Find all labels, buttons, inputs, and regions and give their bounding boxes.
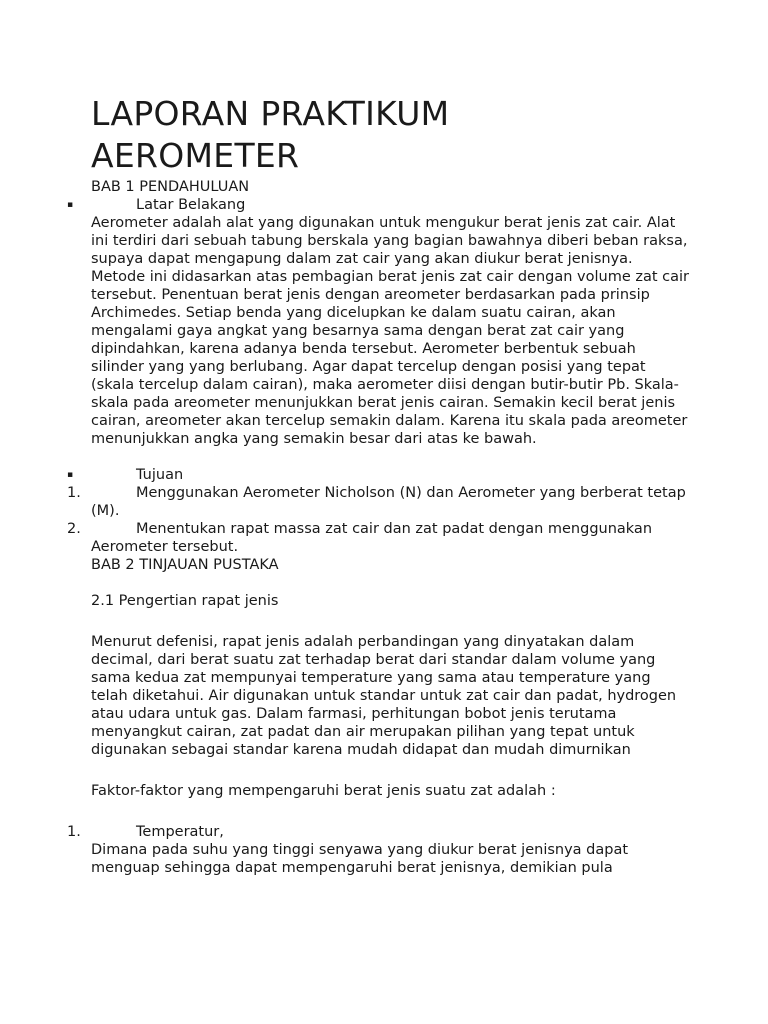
bab1-heading: BAB 1 PENDAHULUAN bbox=[91, 179, 250, 195]
tujuan-item-2 bbox=[67, 520, 691, 556]
latar-belakang-paragraph: Aerometer adalah alat yang digunakan untuk mengukur berat jenis zat cair. Alat ini terdiri dari sebuah tabung berskala yang bagian bawahnya diberi beban raksa, supaya dapat mengapung dalam zat cair yang akan diukur berat jenisnya. Metode ini didasarkan atas pembagian berat jenis zat cair dengan volume zat cair tersebut. Penentuan berat jenis dengan areometer berdasarkan pada prinsip Archimedes. Setiap benda yang dicelupkan ke dalam suatu cairan, akan mengalami gaya angkat yang besarnya sama dengan berat zat cair yang dipindahkan, karena adanya benda tersebut. Aerometer berbentuk sebuah silinder yang yang berlubang. Agar dapat tercelup dengan posisi yang tepat (skala tercelup dalam cairan), maka aerometer diisi dengan butir-butir Pb. Skala-skala pada areometer menunjukkan berat jenis cairan. Semakin kecil berat jenis cairan, areometer akan tercelup semakin dalam. Karena itu skala pada areometer menunjukkan angka yang semakin besar dari atas ke bawah. bbox=[91, 215, 690, 447]
bullet-tujuan bbox=[67, 466, 691, 484]
bullet-latar-belakang bbox=[67, 196, 691, 214]
list-number: 2. bbox=[67, 521, 81, 537]
title-line-1: LAPORAN PRAKTIKUM bbox=[91, 94, 450, 133]
bullet-label: Tujuan bbox=[136, 467, 184, 483]
list-item-text: Menggunakan Aerometer Nicholson (N) dan Aerometer yang berberat tetap (M). bbox=[91, 485, 686, 519]
document-title bbox=[91, 93, 691, 177]
title-line-2: AEROMETER bbox=[91, 136, 300, 175]
list-item-text: Menentukan rapat massa zat cair dan zat padat dengan menggunakan Aerometer tersebut. bbox=[91, 521, 653, 555]
list-number: 1. bbox=[67, 824, 81, 840]
faktor-intro-paragraph: Faktor-faktor yang mempengaruhi berat jenis suatu zat adalah : bbox=[91, 783, 556, 799]
rapat-jenis-paragraph: Menurut defenisi, rapat jenis adalah perbandingan yang dinyatakan dalam decimal, dari berat suatu zat terhadap berat dari standar dalam volume yang sama kedua zat mempunyai temperature yang sama atau temperature yang telah diketahui. Air digunakan untuk standar untuk zat cair dan padat, hydrogen atau udara untuk gas. Dalam farmasi, perhitungan bobot jenis terutama menyangkut cairan, zat padat dan air merupakan pilihan yang tepat untuk digunakan sebagai standar karena mudah didapat dan mudah dimurnikan bbox=[91, 634, 677, 758]
square-bullet-icon: ▪ bbox=[67, 470, 74, 480]
subheading-rapat-jenis: 2.1 Pengertian rapat jenis bbox=[91, 593, 279, 609]
list-number: 1. bbox=[67, 485, 81, 501]
bab2-heading: BAB 2 TINJAUAN PUSTAKA bbox=[91, 557, 279, 573]
square-bullet-icon: ▪ bbox=[67, 200, 74, 210]
tujuan-item-1 bbox=[67, 484, 691, 520]
list-item-label: Temperatur, bbox=[136, 824, 224, 840]
document-body bbox=[67, 93, 691, 877]
temperatur-paragraph: Dimana pada suhu yang tinggi senyawa yang diukur berat jenisnya dapat menguap sehingga dapat mempengaruhi berat jenisnya, demikian pula bbox=[91, 842, 629, 876]
faktor-item-1 bbox=[67, 823, 691, 841]
bullet-label: Latar Belakang bbox=[136, 197, 246, 213]
